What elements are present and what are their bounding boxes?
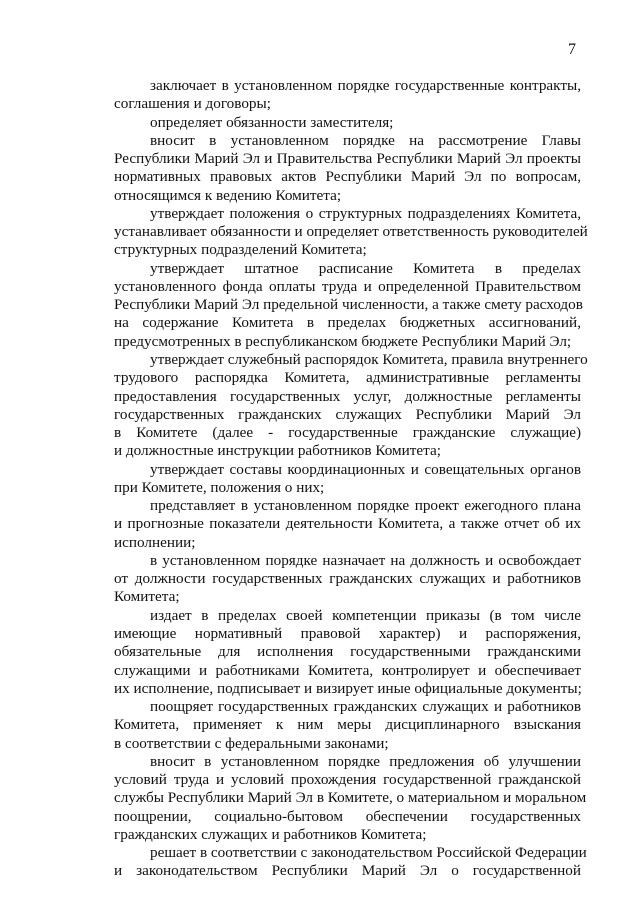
text-line: утверждает штатное расписание Комитета в пределах [150, 259, 581, 277]
text-line: на содержание Комитета в пределах бюджетных ассигнований, [114, 314, 581, 332]
text-line: и законодательством Республики Марий Эл о государственной [114, 862, 581, 880]
text-line: государственных гражданских служащих Республики Марий Эл [114, 405, 581, 423]
text-line: утверждает составы координационных и совещательных органов [150, 460, 581, 478]
text-line: утверждает положения о структурных подразделениях Комитета, [150, 204, 581, 222]
text-line: относящимся к ведению Комитета; [114, 186, 342, 204]
text-line: в Комитете (далее - государственные гражданские служащие) [114, 424, 581, 442]
text-line: службы Республики Марий Эл в Комитете, о материальном и моральном [114, 789, 587, 807]
text-line: гражданских служащих и работников Комитета; [114, 825, 427, 843]
text-line: установленного фонда оплаты труда и определенной Правительством [114, 277, 581, 295]
text-line: представляет в установленном порядке проект ежегодного плана [150, 497, 581, 515]
text-line: издает в пределах своей компетенции приказы (в том числе [150, 606, 581, 624]
text-line: трудового распорядка Комитета, административные регламенты [114, 369, 581, 387]
text-line: исполнении; [114, 533, 196, 551]
text-line: вносит в установленном порядке предложения об улучшении [150, 752, 581, 770]
document-body [114, 77, 588, 881]
text-line: заключает в установленном порядке государственные контракты, [150, 77, 581, 94]
text-line: поощрении, социально-бытовом обеспечении государственных [114, 807, 581, 825]
text-line: предоставления государственных услуг, должностные регламенты [114, 387, 581, 405]
text-line: Комитета; [114, 588, 180, 606]
text-line: при Комитете, положения о них; [114, 478, 325, 496]
text-line: от должности государственных гражданских служащих и работников [114, 570, 581, 588]
text-line: Республики Марий Эл предельной численности, а также смету расходов [114, 296, 583, 314]
text-line: определяет обязанности заместителя; [150, 113, 394, 131]
text-line: Комитета, применяет к ним меры дисциплинарного взыскания [114, 716, 581, 734]
text-line: Республики Марий Эл и Правительства Республики Марий Эл проекты [114, 150, 581, 168]
text-line: устанавливает обязанности и определяет ответственность руководителей [114, 223, 588, 241]
text-line: в соответствии с федеральными законами; [114, 734, 389, 752]
text-line: и прогнозные показатели деятельности Комитета, а также отчет об их [114, 515, 581, 533]
text-line: и должностные инструкции работников Комитета; [114, 442, 441, 460]
text-line: служащими и работниками Комитета, контролирует и обеспечивает [114, 661, 581, 679]
text-line: соглашения и договоры; [114, 95, 271, 113]
text-line: обязательные для исполнения государственными гражданскими [114, 643, 581, 661]
text-line: в установленном порядке назначает на должность и освобождает [150, 551, 581, 569]
text-line: вносит в установленном порядке на рассмотрение Главы [150, 131, 581, 149]
page-number: 7 [568, 41, 576, 58]
text-line: решает в соответствии с законодательством Российской Федерации [150, 844, 587, 862]
text-line: поощряет государственных гражданских служащих и работников [150, 698, 581, 716]
text-line: утверждает служебный распорядок Комитета, правила внутреннего [150, 350, 588, 368]
text-line: нормативных правовых актов Республики Марий Эл по вопросам, [114, 168, 581, 186]
text-line: структурных подразделений Комитета; [114, 241, 367, 259]
text-line: предусмотренных в республиканском бюджете Республики Марий Эл; [114, 332, 572, 350]
text-line: условий труда и условий прохождения государственной гражданской [114, 771, 581, 789]
text-line: их исполнение, подписывает и визирует иные официальные документы; [114, 679, 582, 697]
text-line: имеющие нормативный правовой характер) и распоряжения, [114, 624, 581, 642]
